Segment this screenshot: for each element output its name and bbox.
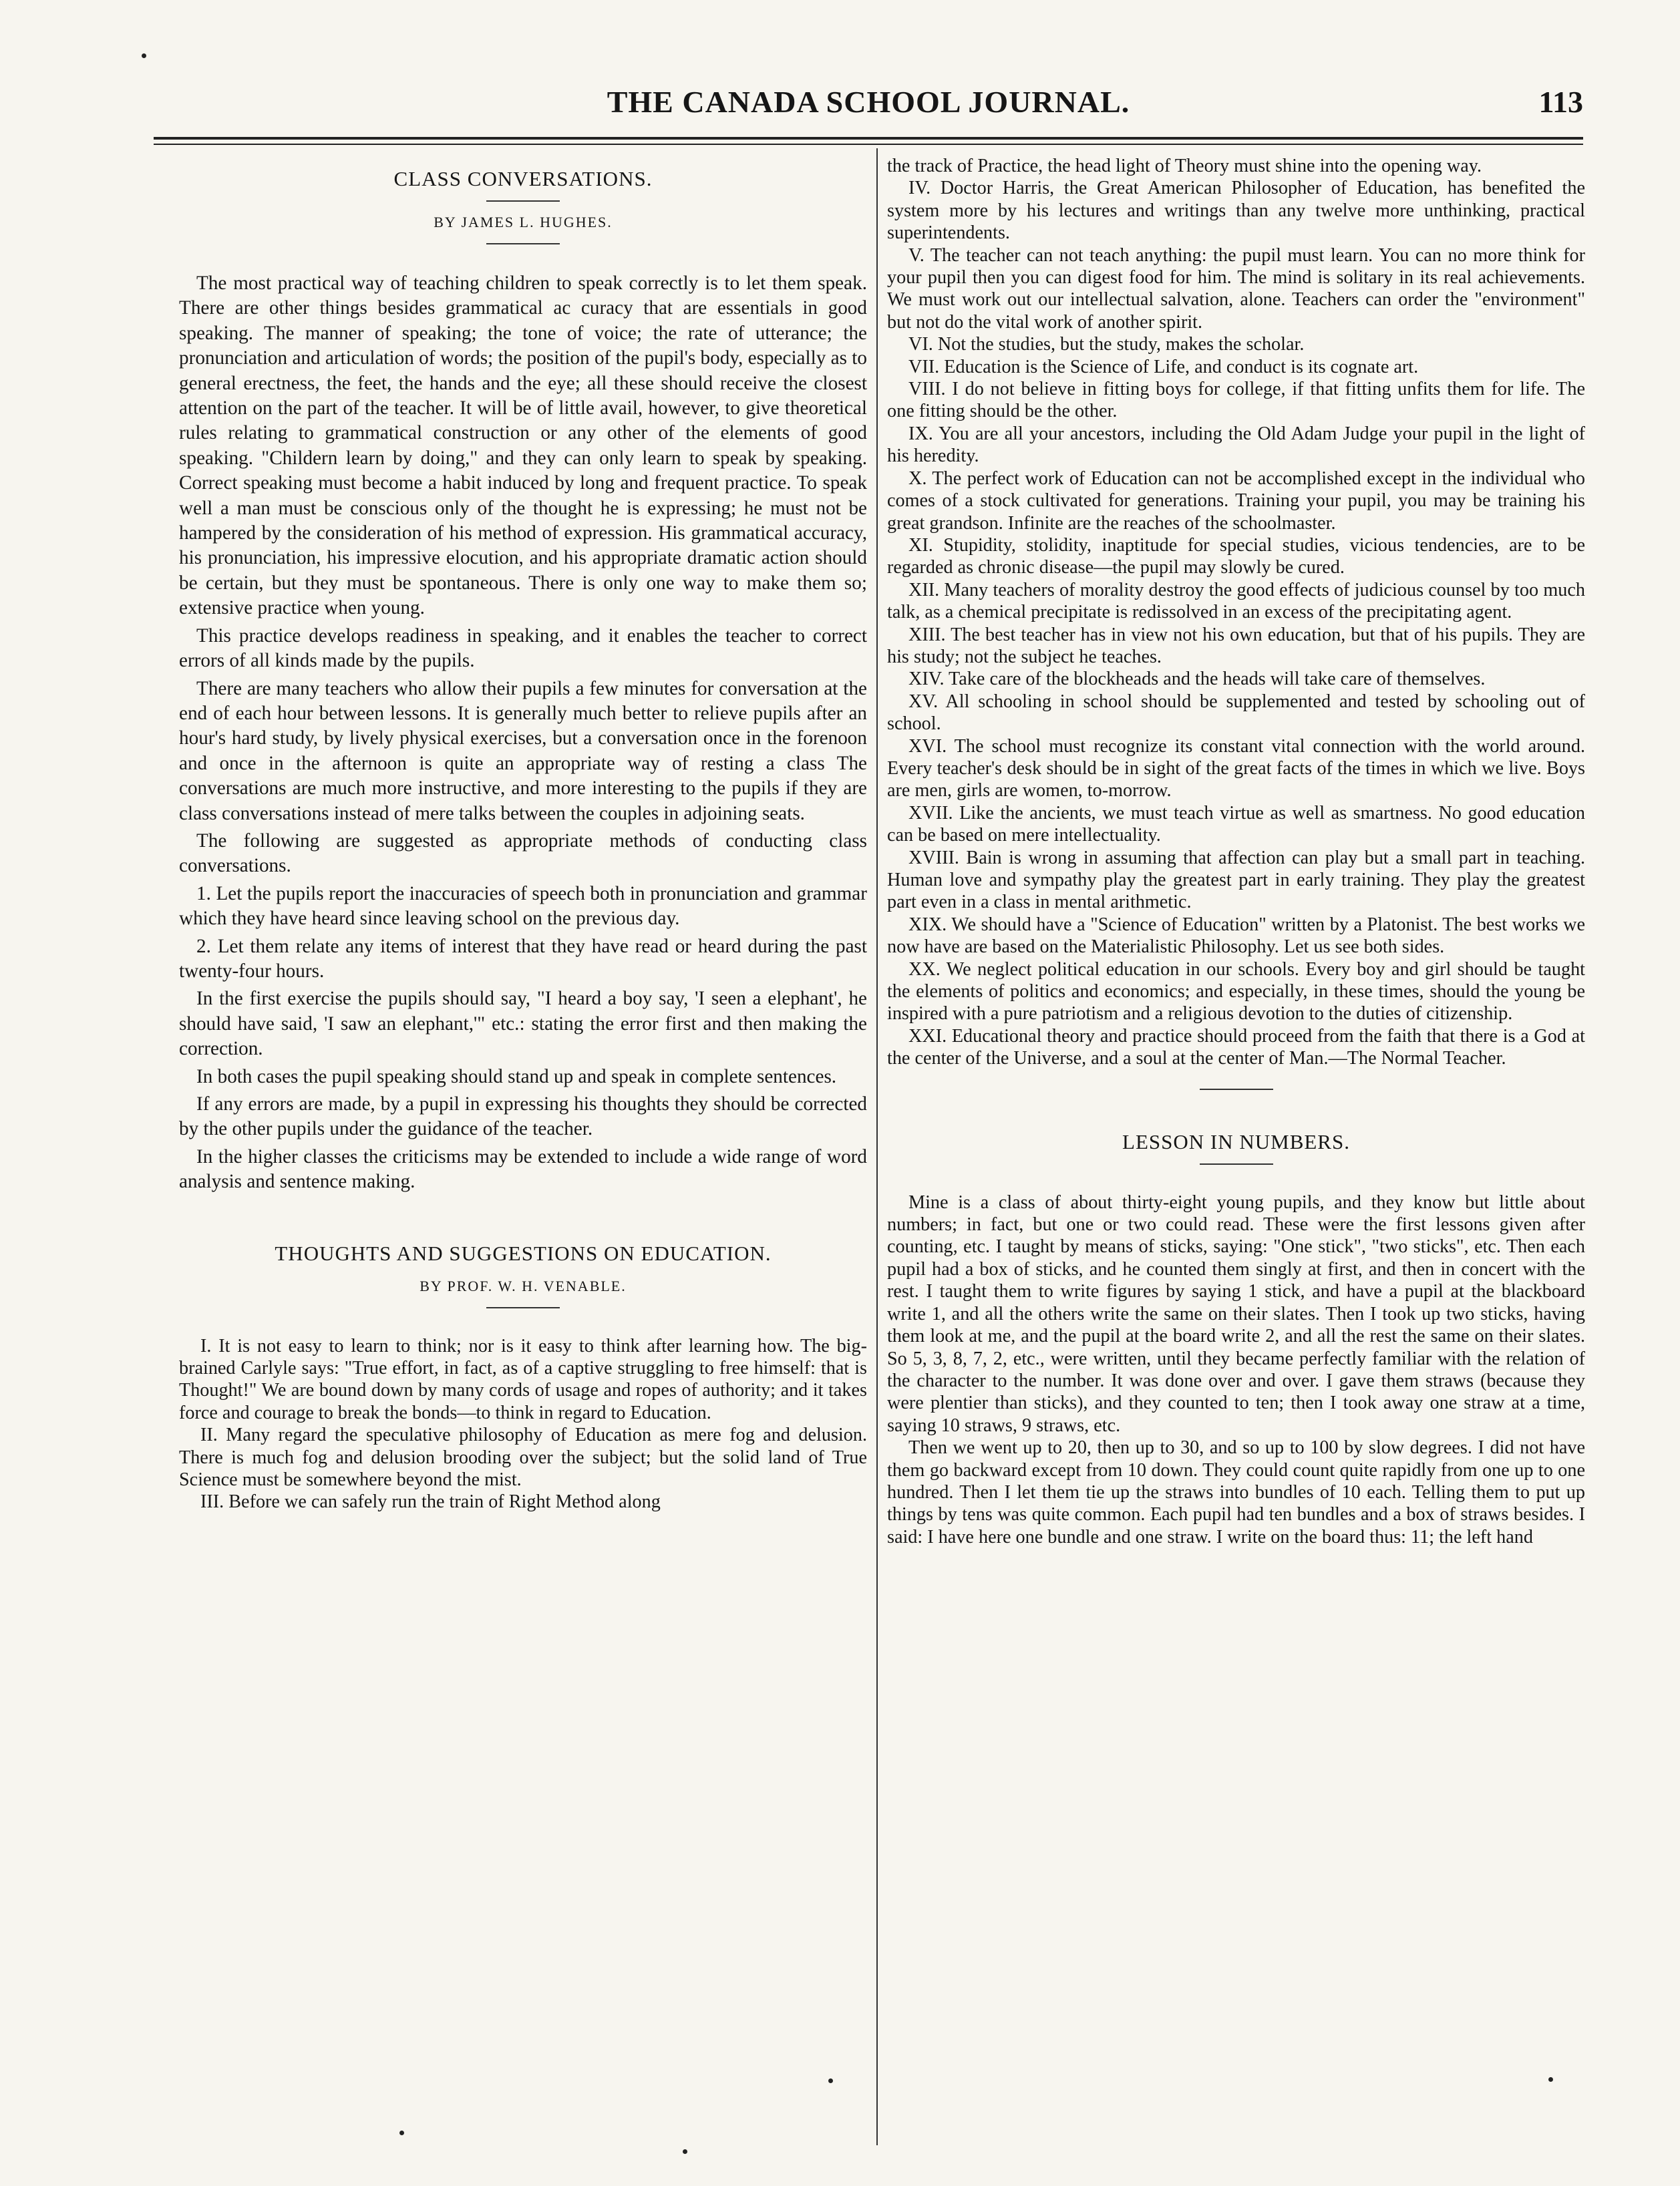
paragraph: VIII. I do not believe in fitting boys for college, if that fitting unfits them for life. The one fitting should be the other. <box>887 379 1585 422</box>
article-title-thoughts: THOUGHTS AND SUGGESTIONS ON EDUCATION. <box>275 1241 772 1265</box>
paragraph: X. The perfect work of Education can not be accomplished except in the individual who comes of a stock cultivated for generations. Training your pupil, you may be training his great grandson. Infinite are the reaches of the schoolmaster. <box>887 468 1585 534</box>
paragraph: If any errors are made, by a pupil in expressing his thoughts they should be corrected by the other pupils under the guidance of the teacher. <box>179 1093 867 1140</box>
title-rule <box>1200 1163 1273 1165</box>
paragraph: XIII. The best teacher has in view not his own education, but that of his pupils. They are his study; not the subject he teaches. <box>887 624 1585 667</box>
paragraph: XI. Stupidity, stolidity, inaptitude for special studies, vicious tendencies, are to be regarded as chronic disease—the pupil may slowly be cured. <box>887 534 1585 578</box>
paragraph: Then we went up to 20, then up to 30, and so up to 100 by slow degrees. I did not have them go backward except from 10 down. They could count quite rapidly from one up to one hundred. Then I let them tie up the straws into bundles of 10 each. Telling them to put up things by tens was quite common. Each pupil had ten bundles and a box of straws besides. I said: I have here one bundle and one straw. I write on the board thus: 11; the left hand <box>887 1437 1585 1547</box>
paragraph: XII. Many teachers of morality destroy the good effects of judicious counsel by too much talk, as a chemical precipitate is redissolved in an excess of the precipitating agent. <box>887 579 1585 623</box>
paragraph: IV. Doctor Harris, the Great American Philosopher of Education, has benefited the system more by his lectures and writings than any twelve more unthinking, practical superintendents. <box>887 178 1585 244</box>
paragraph: This practice develops readiness in speaking, and it enables the teacher to correct errors of all kinds made by the pupils. <box>179 624 867 672</box>
paragraph: VI. Not the studies, but the study, makes the scholar. <box>908 334 1305 355</box>
paragraph: V. The teacher can not teach anything: the pupil must learn. You can no more think for your pupil then you can digest food for him. The mind is solitary in its real achievements. We must work out our intellectual salvation, alone. Teachers can order the "environment" but not do the vital work of another spirit. <box>887 244 1585 333</box>
right-column <box>887 155 1585 2132</box>
paragraph: The most practical way of teaching children to speak correctly is to let them speak. There are other things besides grammatical ac curacy that are essentials in good speaking. The manner of speaking; the tone of voice; the rate of utterance; the pronunciation and articulation of words; the position of the pupil's body, especially as to general erectness, the feet, the hands and the eye; all these should receive the closest attention on the part of the teacher. It will be of little avail, however, to give theoretical rules relating to grammatical construction or any other of the elements of good speaking. "Childern learn by doing," and they can only learn to speak by speaking. Correct speaking must become a habit induced by long and frequent practice. To speak well a man must be conscious only of the thought he is expressing; he must not be hampered by the consideration of his method of expression. His grammatical accuracy, his pronunciation, his impressive elocution, and his appropriate dramatic action should be certain, but they must be spontaneous. There is only one way to make them so; extensive practice when young. <box>179 272 867 619</box>
paragraph: IX. You are all your ancestors, including the Old Adam Judge your pupil in the light of his heredity. <box>887 423 1585 467</box>
article-title-class-conversations: CLASS CONVERSATIONS. <box>393 167 653 190</box>
title-rule <box>486 200 560 202</box>
paragraph: XX. We neglect political education in our schools. Every boy and girl should be taught the elements of politics and economics; and especially, in these times, should the young be inspired with a pure patriotism and a religious devotion to the duties of citizenship. <box>887 958 1585 1025</box>
column-divider <box>876 148 878 2145</box>
scan-speck <box>683 2149 687 2154</box>
paragraph: II. Many regard the speculative philosophy of Education as mere fog and delusion. There is much fog and delusion brooding over the subject; but the solid land of True Science must be somewhere beyond the mist. <box>179 1425 867 1491</box>
scan-speck <box>1548 2077 1553 2082</box>
left-column <box>179 155 867 2132</box>
article-title-lesson-numbers: LESSON IN NUMBERS. <box>1122 1129 1350 1153</box>
page-number: 113 <box>1538 85 1583 119</box>
paragraph: XV. All schooling in school should be supplemented and tested by schooling out of school. <box>887 691 1585 735</box>
byline-rule <box>486 243 560 244</box>
paragraph: I. It is not easy to learn to think; nor is it easy to think after learning how. The big-brained Carlyle says: "True effort, in fact, as of a captive struggling to free himself: that is Thought!" We are bound down by many cords of usage and ropes of authority; and it takes force and courage to break the bonds—to think in regard to Education. <box>179 1335 867 1423</box>
paragraph: Mine is a class of about thirty-eight young pupils, and they know but little about numbers; in fact, but one or two could read. These were the first lessons given after counting, etc. I taught by means of sticks, saying: "One stick", "two sticks", etc. Then each pupil had a box of sticks, and he counted them singly at first, and then in concert with the rest. I taught them to write figures by saying 1 stick, and have a pupil at the blackboard write 1, and all the others write the same on their slates. Then I took up two sticks, having them look at me, and the pupil at the board write 2, and all the rest the same on their slates. So 5, 3, 8, 7, 2, etc., were written, until they became perfectly familiar with the relation of the character to the number. It was done over and over. I gave them straws (because they were plentier than sticks), and they counted to ten; then I took away one straw at a time, saying 10 straws, 9 straws, etc. <box>887 1192 1585 1436</box>
paragraph: XXI. Educational theory and practice should proceed from the faith that there is a God at the center of the Universe, and a soul at the center of Man.—The Normal Teacher. <box>887 1025 1585 1069</box>
paragraph: There are many teachers who allow their pupils a few minutes for conversation at the end of each hour between lessons. It is generally much better to relieve pupils after an hour's hard study, by lively physical exercises, but a conversation once in the forenoon and once in the afternoon is quite an appropriate way of resting a class The conversations are much more instructive, and more interesting to the pupils if they are class conversations instead of mere talks between the couples in adjoining seats. <box>179 677 867 824</box>
journal-title: THE CANADA SCHOOL JOURNAL. <box>607 85 1130 119</box>
paragraph: III. Before we can safely run the train of Right Method along <box>200 1491 661 1513</box>
paragraph: The following are suggested as appropriate methods of conducting class conversations. <box>179 830 867 877</box>
byline-hughes: BY JAMES L. HUGHES. <box>434 214 613 230</box>
byline-venable: BY PROF. W. H. VENABLE. <box>419 1277 627 1294</box>
paragraph: In the first exercise the pupils should say, "I heard a boy say, 'I seen a elephant', he should have said, 'I saw an elephant,'" etc.: stating the error first and then making the correction. <box>179 988 867 1060</box>
paragraph: XVIII. Bain is wrong in assuming that affection can play but a small part in teaching. Human love and sympathy play the greatest part in early training. They play the greatest part even in a class in mental arithmetic. <box>887 847 1585 913</box>
scan-speck <box>142 53 146 58</box>
paragraph: 1. Let the pupils report the inaccuracies of speech both in pronunciation and grammar which they have heard since leaving school on the previous day. <box>179 882 867 930</box>
paragraph: In the higher classes the criticisms may be extended to include a wide range of word analysis and sentence making. <box>179 1145 867 1193</box>
section-rule <box>1200 1089 1273 1090</box>
paragraph: XVII. Like the ancients, we must teach virtue as well as smartness. No good education can be based on mere intellectuality. <box>887 802 1585 846</box>
paragraph: In both cases the pupil speaking should stand up and speak in complete sentences. <box>196 1065 837 1087</box>
paragraph: VII. Education is the Science of Life, and conduct is its cognate art. <box>908 356 1419 377</box>
paragraph: 2. Let them relate any items of interest that they have read or heard during the past twenty-four hours. <box>179 935 867 982</box>
page-header <box>154 73 1583 127</box>
byline-rule <box>486 1307 560 1308</box>
paragraph: XIV. Take care of the blockheads and the heads will take care of themselves. <box>908 669 1486 690</box>
paragraph: the track of Practice, the head light of Theory must shine into the opening way. <box>887 156 1482 176</box>
scan-speck <box>399 2131 404 2135</box>
paragraph: XIX. We should have a "Science of Education" written by a Platonist. The best works we now have are based on the Materialistic Philosophy. Let us see both sides. <box>887 914 1585 958</box>
paragraph: XVI. The school must recognize its constant vital connection with the world around. Every teacher's desk should be in sight of the great facts of the times in which we live. Boys are men, girls are women, to-morrow. <box>887 735 1585 801</box>
scan-speck <box>828 2078 833 2083</box>
header-rule <box>154 137 1583 145</box>
